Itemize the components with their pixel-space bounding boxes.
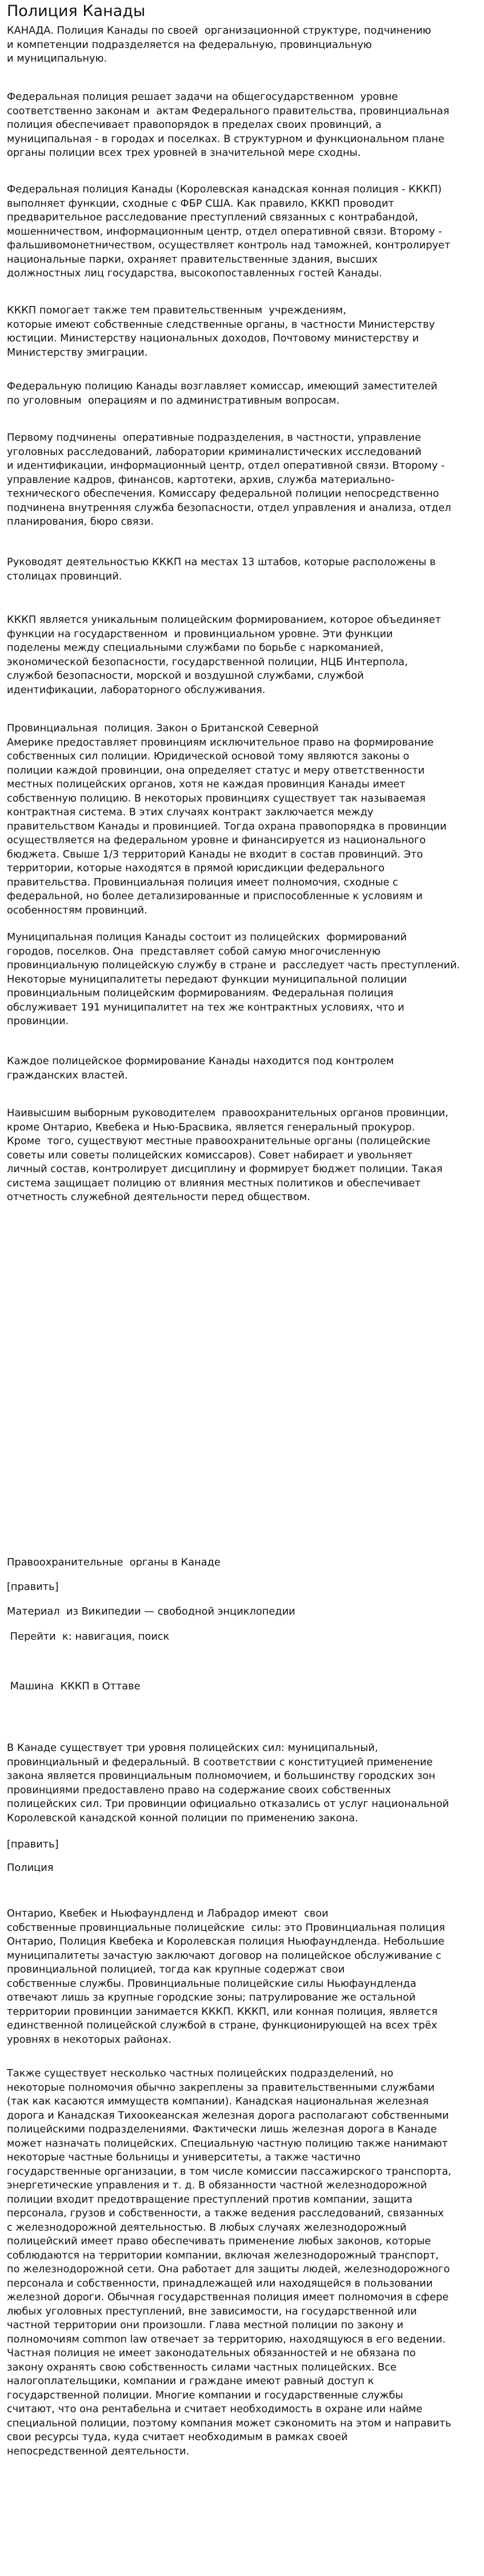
paragraph: [7, 1106, 473, 1205]
text-line: и идентификации, информационный центр, отдел оперативной связи. Второму -: [7, 460, 445, 472]
text-line: гражданских властей.: [7, 1069, 128, 1081]
text-line: территории, которые находятся в прямой юрисдикции федерального: [7, 862, 385, 874]
text-line: персонала, грузов и собственности, а также ведения расследований, связанных: [7, 2207, 444, 2219]
text-line: местных полицейских органов, хотя не каждая провинция Канады имеет: [7, 778, 406, 790]
text-line: Федеральная полиция решает задачи на общегосударственном уровне: [7, 91, 398, 103]
text-line: отвечают лишь за крупные городские зоны; патрулирование же остальной: [7, 1991, 416, 2003]
text-line: выполняет функции, сходные с ФБР США. Как правило, КККП проводит: [7, 197, 394, 210]
paragraph: [7, 380, 473, 408]
text-line: собственные службы. Провинциальные полицейские силы Ньюфаундленда: [7, 1977, 417, 1990]
text-line: налогоплательщики, компании и граждане имеют равный доступ к: [7, 2375, 374, 2387]
text-line: уголовных расследований, лаборатории криминалистических исследований: [7, 445, 422, 458]
text-line: полицейскими подразделениями. Фактически лишь железная дорога в Канаде: [7, 2123, 437, 2135]
text-line: Онтарио, Полиция Квебека и Королевская полиция Ньюфаундленда. Небольшие: [7, 1935, 445, 1947]
paragraph: [7, 183, 473, 281]
paragraph: [7, 1605, 473, 1619]
text-line: провинциальную полицейскую службу в стране и расследует часть преступлений.: [7, 959, 460, 971]
text-line: Америке предоставляет провинциям исключительное право на формирование: [7, 736, 434, 748]
text-line: КАНАДА. Полиция Канады по своей организационной структуре, подчинению: [7, 25, 431, 37]
text-line: КККП помогает также тем правительственным учреждениям,: [7, 304, 346, 316]
text-line: КККП является уникальным полицейским формированием, которое объединяет: [7, 614, 441, 626]
text-line: единственной полицейской службой в стране, функционирующей на всех трёх: [7, 2019, 438, 2031]
text-line: личный состав, контролирует дисциплину и формирует бюджет полиции. Такая: [7, 1163, 443, 1175]
text-line: Онтарио, Квебек и Ньюфаундленд и Лабрадор имеют свои: [7, 1907, 329, 1919]
text-line: бюджета. Свыше 1/3 территорий Канады не входит в состав провинций. Это: [7, 848, 423, 860]
text-line: экономической безопасности, государственной полиции, НЦБ Интерпола,: [7, 655, 408, 668]
text-line: Материал из Википедии — свободной энциклопедии: [7, 1605, 295, 1617]
text-line: столицах провинций.: [7, 570, 122, 582]
text-line: особенностям провинций.: [7, 904, 147, 916]
text-line: свои ресурсы туда, куда считает необходимым в рамках своей: [7, 2431, 348, 2443]
text-line: территории провинции занимается КККП. КККП, или конная полиция, является: [7, 2005, 438, 2018]
text-line: Министерству эмиграции.: [7, 346, 148, 359]
text-line: с железнодорожной деятельностью. В любых случаях железнодорожный: [7, 2221, 407, 2233]
text-line: провинциальным полицейским формированиям. Федеральная полиция: [7, 987, 394, 999]
text-line: некоторые полномочия обычно закреплены за правительственными службами: [7, 2081, 435, 2094]
text-line: Федеральную полицию Канады возглавляет комиссар, имеющий заместителей: [7, 380, 438, 392]
text-line: технического обеспечения. Комиссару федеральной полиции непосредственно: [7, 488, 439, 500]
text-line: которые имеют собственные следственные органы, в частности Министерству: [7, 318, 435, 331]
text-line: энергетические управления и т. д. В обязанности частной железнодорожной: [7, 2179, 427, 2191]
text-line: правительством Канады и провинцией. Тогда охрана правопорядка в провинции: [7, 820, 447, 832]
text-line: предварительное расследование преступлений связанных с контрабандой,: [7, 211, 418, 223]
paragraph: [7, 613, 473, 697]
text-line: полиции каждой провинции, она определяет статус и меру ответственности: [7, 764, 425, 776]
paragraph: [7, 556, 473, 583]
text-line: городов, поселков. Она представляет собой самую многочисленную: [7, 945, 381, 957]
text-line: Перейти к: навигация, поиск: [7, 1631, 170, 1643]
text-line: железной дороги. Обычная государственная полиция имеет полномочия в сфере: [7, 2291, 449, 2303]
paragraph: [7, 304, 473, 360]
text-line: по уголовным операциям и по административным вопросам.: [7, 394, 340, 406]
text-line: В Канаде существует три уровня полицейских сил: муниципальный,: [7, 1742, 378, 1754]
text-line: контрактная система. В этих случаях контракт заключается между: [7, 806, 374, 818]
text-line: Некоторые муниципалитеты передают функции муниципальной полиции: [7, 973, 407, 985]
text-line: федеральной, но более детализированные и приспособленные к условиям и: [7, 890, 423, 902]
text-line: Первому подчинены оперативные подразделения, в частности, управление: [7, 432, 421, 444]
text-line: советы или советы полицейских комиссаров). Совет набирает и увольняет: [7, 1149, 413, 1161]
paragraph: [7, 1054, 473, 1082]
text-line: собственную полицию. В некоторых провинциях существует так называемая: [7, 792, 426, 804]
text-line: Также существует несколько частных полицейских подразделений, но: [7, 2067, 394, 2079]
text-line: система защищает полицию от влияния местных политиков и обеспечивает: [7, 1177, 421, 1189]
text-line: дорога и Канадская Тихоокеанская железная дорога располагают собственными: [7, 2109, 449, 2122]
text-line: может назначать полицейских. Специальную частную полицию также нанимают: [7, 2137, 448, 2150]
paragraph: [7, 2067, 473, 2458]
text-line: обслуживает 191 муниципалитет на тех же контрактных условиях, что и: [7, 1001, 405, 1013]
text-line: закону охранять свою собственность силами частных полицейских. Все: [7, 2361, 397, 2373]
text-line: и компетенции подразделяется на федеральную, провинциальную: [7, 38, 372, 51]
text-line: провинции.: [7, 1015, 69, 1027]
text-line: органы полиции всех трех уровней в значительной мере сходны.: [7, 147, 361, 159]
text-line: муниципалитеты зачастую заключают договор на полицейское обслуживание с: [7, 1949, 442, 1962]
text-line: некоторые частные больницы и университеты, а также частично: [7, 2151, 361, 2163]
text-line: управление кадров, финансов, картотеки, архив, служба материально-: [7, 473, 395, 486]
text-line: соответственно законам и актам Федерального правительства, провинциальная: [7, 104, 450, 117]
text-line: идентификации, лабораторного обслуживания.: [7, 683, 266, 696]
text-line: [править]: [7, 1581, 59, 1593]
paragraph: [7, 931, 473, 1029]
text-line: отчетность служебной деятельности перед обществом.: [7, 1191, 310, 1203]
text-line: полицейских сил. Три провинции официально отказались от услуг национальной: [7, 1798, 449, 1810]
paragraph: [7, 24, 473, 66]
paragraph: [7, 1556, 473, 1570]
text-line: Машина КККП в Оттаве: [7, 1680, 141, 1692]
text-line: Наивысшим выборным руководителем правоохранительных органов провинции,: [7, 1107, 449, 1119]
text-line: любых уголовных преступлений, вне зависимости, на государственной или: [7, 2305, 417, 2317]
text-line: по железнодорожной сети. Она работает для защиты людей, железнодорожного: [7, 2263, 450, 2275]
text-line: Провинциальная полиция. Закон о Британской Северной: [7, 722, 319, 734]
text-line: подчинена внутренняя служба безопасности, отдел управления и анализа, отдел: [7, 501, 451, 514]
text-line: Королевской канадской конной полиции по применению закона.: [7, 1812, 358, 1824]
paragraph: [7, 722, 473, 917]
text-line: считают, что она рентабельна и считает необходимость в охране или найме: [7, 2403, 423, 2415]
text-line: муниципальная - в городах и поселках. В структурном и функциональном плане: [7, 132, 445, 145]
text-line: уровнях в некоторых районах.: [7, 2033, 172, 2046]
text-line: юстиции. Министерству национальных доходов, Почтовому министерству и: [7, 332, 419, 344]
text-line: государственные организации, в том числе комиссии пассажирского транспорта,: [7, 2165, 451, 2177]
text-line: специальной полиции, поэтому компания может сэкономить на этом и направить: [7, 2417, 451, 2429]
text-line: кроме Онтарио, Квебека и Нью-Брасвика, является генеральный прокурор.: [7, 1121, 415, 1133]
paragraph: [7, 1580, 473, 1595]
paragraph: [7, 1838, 473, 1852]
text-line: полиции входит предотвращение преступлений против компании, защита: [7, 2193, 413, 2205]
text-line: провинциями предоставлено право на содержание своих собственных: [7, 1784, 391, 1796]
text-line: должностных лиц государства, высокопоставленных гостей Канады.: [7, 267, 382, 279]
text-line: частной территории они произошли. Глава местной полиции по закону и: [7, 2319, 403, 2331]
text-line: национальные парки, охраняет правительственные здания, высших: [7, 253, 378, 265]
text-line: Каждое полицейское формирование Канады находится под контролем: [7, 1055, 394, 1067]
text-line: правительства. Провинциальная полиция имеет полномочия, сходные с: [7, 876, 398, 888]
paragraph: [7, 1680, 473, 1694]
text-line: [править]: [7, 1838, 59, 1850]
text-line: государственной полиции. Многие компании и государственные службы: [7, 2389, 403, 2401]
text-line: и муниципальную.: [7, 53, 107, 65]
text-line: службой безопасности, морской и воздушной службами, службой: [7, 670, 364, 682]
text-line: непосредственной деятельности.: [7, 2445, 190, 2457]
text-line: мошенничеством, информационным центр, отдел оперативной связи. Второму -: [7, 225, 442, 238]
text-line: персонала и собственности, принадлежащей или находящейся в пользовании: [7, 2277, 433, 2289]
text-line: функции на государственном и провинциальном уровне. Эти функции: [7, 627, 393, 640]
text-line: соблюдаются на территории компании, включая железнодорожный транспорт,: [7, 2249, 439, 2261]
paragraph: [7, 431, 473, 529]
text-line: планирования, бюро связи.: [7, 516, 154, 528]
text-line: Полиция: [7, 1862, 54, 1874]
paragraph: [7, 1861, 473, 1875]
text-line: провинциальной полицией, тогда как крупные содержат свои: [7, 1963, 345, 1975]
text-line: (так как касаются иммуществ компании). Канадская национальная железная: [7, 2095, 429, 2107]
text-line: Правоохранительные органы в Канаде: [7, 1556, 221, 1568]
text-line: фальшивомонетничеством, осуществляет контроль над таможней, контролирует: [7, 239, 451, 251]
paragraph: [7, 90, 473, 160]
text-line: собственных сил полиции. Юридической основой тому являются законы о: [7, 750, 410, 762]
text-line: поделены между специальными службами по борьбе с наркоманией,: [7, 642, 384, 654]
text-line: полицейский имеет право обеспечивать применение любых законов, которые: [7, 2235, 431, 2247]
text-line: Частная полиция не имеет законодательных обязанностей и не обязана по: [7, 2347, 416, 2359]
text-line: Федеральная полиция Канады (Королевская канадская конная полиция - КККП): [7, 183, 442, 195]
paragraph: [7, 1741, 473, 1825]
text-line: полномочиям common law отвечает за территорию, находящуюся в его ведении.: [7, 2333, 446, 2345]
text-line: Руководят деятельностью КККП на местах 13 штабов, которые расположены в: [7, 556, 436, 568]
text-line: Кроме того, существуют местные правоохранительные органы (полицейские: [7, 1135, 431, 1147]
page-title: Полиция Канады: [7, 2, 146, 20]
paragraph: [7, 1907, 473, 2047]
text-line: полиция обеспечивает правопорядок в пределах своих провинций, а: [7, 119, 382, 131]
text-line: собственные провинциальные полицейские силы: это Провинциальная полиция: [7, 1921, 445, 1934]
text-line: закона является провинциальным полномочием, и большинству городских зон: [7, 1770, 435, 1782]
text-line: осуществляется на федеральном уровне и финансируется из национального: [7, 834, 426, 846]
paragraph: [7, 1630, 473, 1644]
text-line: Муниципальная полиция Канады состоит из полицейских формирований: [7, 931, 407, 943]
text-line: провинциальный и федеральный. В соответствии с конституцией применение: [7, 1756, 433, 1768]
